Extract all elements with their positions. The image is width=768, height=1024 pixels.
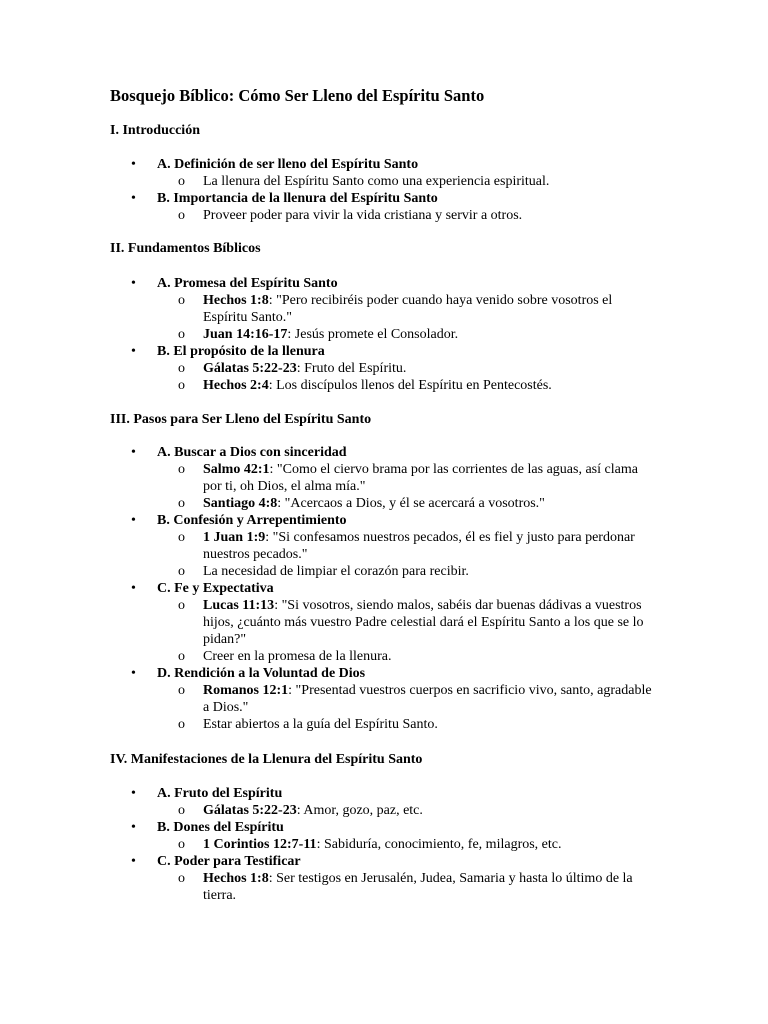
sub-list [157,207,768,224]
scripture-reference: Juan 14:16-17 [203,327,288,342]
sub-item-text: : Ser testigos en Jerusalén, Judea, Samaria y hasta lo último de la tierra. [203,871,633,903]
sub-item-text: : "Presentad vuestros cuerpos en sacrificio vivo, santo, agradable a Dios." [203,683,652,715]
section-heading: II. Fundamentos Bíblicos [110,241,261,256]
sub-item-text: : Amor, gozo, paz, etc. [296,803,423,818]
section-heading: I. Introducción [110,123,200,138]
outline-item [0,444,768,512]
item-label: D. Rendición a la Voluntad de Dios [157,666,366,681]
scripture-reference: Salmo 42:1 [203,462,270,477]
sub-item-text: : Jesús promete el Consolador. [287,327,459,342]
scripture-reference: Santiago 4:8 [203,496,278,511]
sub-item-text: : "Como el ciervo brama por las corrientes de las aguas, así clama por ti, oh Dios, el alma mía." [203,462,638,494]
sub-item [203,377,658,394]
sub-item [203,495,658,512]
scripture-reference: 1 Corintios 12:7-11 [203,837,317,852]
scripture-reference: Gálatas 5:22-23 [203,361,297,376]
sub-item-text: : "Si confesamos nuestros pecados, él es fiel y justo para perdonar nuestros pecados." [203,530,635,562]
sub-list [157,461,768,512]
sub-item [203,836,658,853]
sub-item [203,682,658,716]
section-list [0,275,768,394]
item-label: B. Dones del Espíritu [157,820,284,835]
sub-item [203,292,658,326]
sub-item [203,597,658,648]
sub-list [157,292,768,343]
scripture-reference: Lucas 11:13 [203,598,275,613]
sub-item-text: : Fruto del Espíritu. [296,361,407,376]
outline-item [0,275,768,343]
sub-item-text: Creer en la promesa de la llenura. [203,649,392,664]
scripture-reference: Hechos 1:8 [203,871,269,886]
sub-item-text: Estar abiertos a la guía del Espíritu Santo. [203,717,438,732]
sub-list [157,597,768,665]
document-title: Bosquejo Bíblico: Cómo Ser Lleno del Espíritu Santo [110,86,485,105]
sub-item-text: La llenura del Espíritu Santo como una experiencia espiritual. [203,174,550,189]
section-list [0,785,768,904]
sub-item-text: : "Pero recibiréis poder cuando haya venido sobre vosotros el Espíritu Santo." [203,293,613,325]
item-label: A. Fruto del Espíritu [157,786,283,801]
sub-item [203,360,658,377]
outline-item [0,156,768,190]
item-label: B. El propósito de la llenura [157,344,325,359]
scripture-reference: Romanos 12:1 [203,683,289,698]
sub-list [157,870,768,904]
outline-item [0,343,768,394]
sub-item [203,870,658,904]
item-label: B. Importancia de la llenura del Espíritu Santo [157,191,438,206]
scripture-reference: 1 Juan 1:9 [203,530,266,545]
section-heading: IV. Manifestaciones de la Llenura del Espíritu Santo [110,752,423,767]
sub-list [157,173,768,190]
outline-item [0,853,768,904]
sub-item [203,207,658,224]
item-label: A. Definición de ser lleno del Espíritu Santo [157,157,419,172]
sub-list [157,360,768,394]
outline-item [0,819,768,853]
sub-list [157,682,768,733]
item-label: B. Confesión y Arrepentimiento [157,513,347,528]
sub-item [203,461,658,495]
sub-list [157,802,768,819]
sub-item-text: Proveer poder para vivir la vida cristiana y servir a otros. [203,208,523,223]
scripture-reference: Gálatas 5:22-23 [203,803,297,818]
sub-item-text: : "Si vosotros, siendo malos, sabéis dar buenas dádivas a vuestros hijos, ¿cuánto más vuestro Padre celestial dará el Espíritu Santo a los que se lo pidan?" [203,598,644,647]
sub-item [203,326,658,343]
sub-item-text: La necesidad de limpiar el corazón para recibir. [203,564,469,579]
outline-item [0,512,768,580]
sub-list [157,836,768,853]
item-label: A. Promesa del Espíritu Santo [157,276,338,291]
item-label: A. Buscar a Dios con sinceridad [157,445,347,460]
sub-item [203,716,658,733]
sub-list [157,529,768,580]
section-list [0,156,768,224]
sub-item-text: : "Acercaos a Dios, y él se acercará a vosotros." [277,496,545,511]
outline-item [0,785,768,819]
outline-item [0,580,768,665]
sub-item [203,529,658,563]
sub-item [203,802,658,819]
outline-item [0,665,768,733]
item-label: C. Poder para Testificar [157,854,301,869]
scripture-reference: Hechos 2:4 [203,378,269,393]
item-label: C. Fe y Expectativa [157,581,274,596]
sub-item-text: : Los discípulos llenos del Espíritu en Pentecostés. [268,378,552,393]
sub-item-text: : Sabiduría, conocimiento, fe, milagros, etc. [316,837,562,852]
section-list [0,444,768,733]
outline-item [0,190,768,224]
scripture-reference: Hechos 1:8 [203,293,269,308]
sub-item [203,648,658,665]
section-heading: III. Pasos para Ser Lleno del Espíritu Santo [110,412,372,427]
sub-item [203,173,658,190]
sub-item [203,563,658,580]
